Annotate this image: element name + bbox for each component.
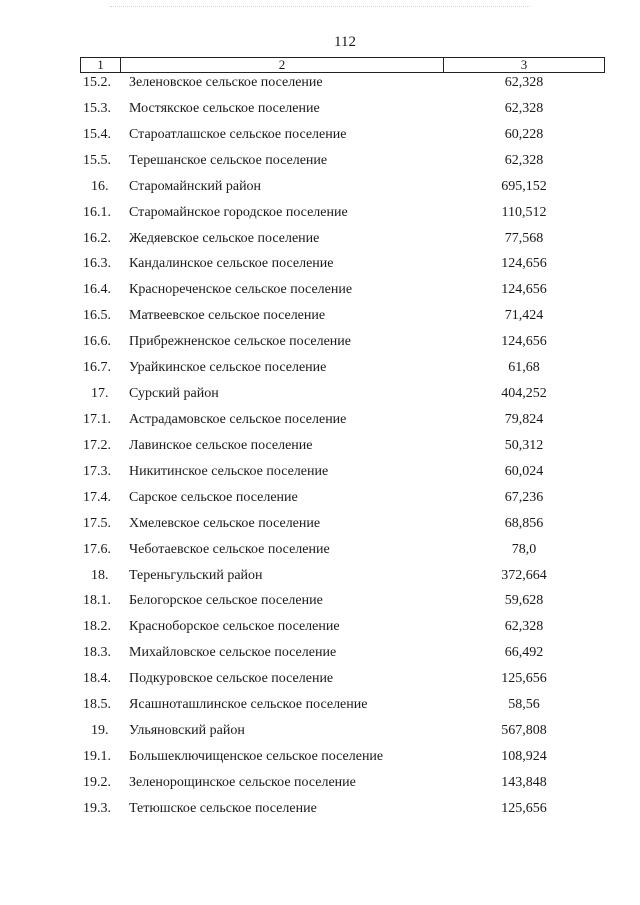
row-number: 19.3.	[83, 800, 111, 816]
settlement-row	[0, 230, 640, 256]
row-number: 15.2.	[83, 75, 111, 90]
row-value: 404,252	[501, 386, 547, 402]
row-number: 18.2.	[83, 619, 111, 635]
settlement-row	[0, 126, 640, 152]
row-value: 61,68	[508, 360, 540, 376]
row-value: 66,492	[504, 645, 544, 661]
district-row	[0, 178, 640, 204]
settlement-row	[0, 74, 640, 100]
row-name: Тетюшское сельское поселение	[129, 800, 317, 816]
row-value: 60,024	[504, 463, 544, 479]
row-name: Прибрежненское сельское поселение	[129, 334, 351, 350]
scan-artifact	[110, 6, 530, 9]
settlement-row	[0, 515, 640, 541]
row-name: Михайловское сельское поселение	[129, 645, 337, 661]
row-name: Терешанское сельское поселение	[129, 152, 328, 168]
row-number: 18.4.	[83, 671, 111, 687]
row-number: 18.3.	[83, 645, 111, 661]
row-number: 17.5.	[83, 515, 111, 531]
row-value: 68,856	[504, 515, 544, 531]
settlement-row	[0, 307, 640, 333]
district-row	[0, 567, 640, 593]
district-row	[0, 722, 640, 748]
row-number: 19.1.	[83, 748, 111, 764]
settlement-row	[0, 100, 640, 126]
row-name: Зеленорощинское сельское поселение	[129, 774, 356, 790]
row-value: 62,328	[504, 75, 544, 90]
district-row	[0, 385, 640, 411]
row-name: Большеключищенское сельское поселение	[129, 748, 384, 764]
row-number: 17.2.	[83, 437, 111, 453]
page-number: 112	[334, 34, 356, 50]
row-name: Подкуровское сельское поселение	[129, 671, 334, 687]
row-number: 16.4.	[83, 282, 111, 298]
settlement-row	[0, 774, 640, 800]
row-number: 19.	[91, 723, 109, 739]
row-number: 18.1.	[83, 593, 111, 609]
settlement-row	[0, 411, 640, 437]
settlement-row	[0, 152, 640, 178]
column-header-2: 2	[121, 58, 444, 73]
row-number: 16.5.	[83, 308, 111, 324]
row-value: 124,656	[501, 334, 547, 350]
row-number: 18.	[91, 567, 109, 583]
settlement-row	[0, 359, 640, 385]
row-value: 62,328	[504, 152, 544, 168]
settlement-row	[0, 204, 640, 230]
table-body	[0, 74, 640, 826]
settlement-row	[0, 463, 640, 489]
row-value: 62,328	[504, 100, 544, 116]
row-value: 695,152	[501, 178, 547, 194]
table-header	[80, 57, 605, 73]
settlement-row	[0, 437, 640, 463]
row-name: Ульяновский район	[129, 723, 245, 739]
settlement-row	[0, 748, 640, 774]
row-name: Жедяевское сельское поселение	[129, 230, 320, 246]
row-name: Зеленовское сельское поселение	[129, 75, 323, 90]
settlement-row	[0, 696, 640, 722]
row-number: 19.2.	[83, 774, 111, 790]
row-number: 17.1.	[83, 411, 111, 427]
row-name: Сурский район	[129, 386, 219, 402]
row-number: 15.4.	[83, 126, 111, 142]
row-value: 372,664	[501, 567, 547, 583]
row-value: 567,808	[501, 723, 547, 739]
row-value: 124,656	[501, 282, 547, 298]
row-name: Чеботаевское сельское поселение	[129, 541, 330, 557]
row-name: Тереньгульский район	[129, 567, 263, 583]
row-value: 60,228	[504, 126, 544, 142]
row-name: Белогорское сельское поселение	[129, 593, 323, 609]
row-value: 108,924	[501, 748, 547, 764]
row-name: Мостякское сельское поселение	[129, 100, 320, 116]
row-value: 143,848	[501, 774, 547, 790]
row-number: 18.5.	[83, 697, 111, 713]
row-number: 17.	[91, 386, 109, 402]
settlement-row	[0, 592, 640, 618]
row-value: 79,824	[504, 411, 544, 427]
row-value: 71,424	[504, 308, 544, 324]
row-number: 16.3.	[83, 256, 111, 272]
row-number: 16.	[91, 178, 109, 194]
row-value: 50,312	[504, 437, 544, 453]
row-number: 16.6.	[83, 334, 111, 350]
row-name: Старомайнское городское поселение	[129, 204, 348, 220]
row-value: 58,56	[508, 697, 540, 713]
row-name: Староатлашское сельское поселение	[129, 126, 347, 142]
row-number: 17.3.	[83, 463, 111, 479]
row-value: 124,656	[501, 256, 547, 272]
row-name: Никитинское сельское поселение	[129, 463, 329, 479]
settlement-row	[0, 618, 640, 644]
settlement-row	[0, 800, 640, 826]
settlement-row	[0, 255, 640, 281]
row-number: 15.5.	[83, 152, 111, 168]
row-value: 59,628	[504, 593, 544, 609]
row-number: 17.6.	[83, 541, 111, 557]
row-value: 110,512	[501, 204, 547, 220]
column-header-1: 1	[81, 58, 121, 73]
row-value: 125,656	[501, 671, 547, 687]
row-value: 78,0	[511, 541, 537, 557]
row-name: Астрадамовское сельское поселение	[129, 411, 347, 427]
row-value: 62,328	[504, 619, 544, 635]
settlement-row	[0, 644, 640, 670]
column-header-3: 3	[444, 58, 605, 73]
row-value: 125,656	[501, 800, 547, 816]
settlement-row	[0, 333, 640, 359]
row-name: Ясашноташлинское сельское поселение	[129, 697, 368, 713]
row-number: 16.1.	[83, 204, 111, 220]
row-name: Лавинское сельское поселение	[129, 437, 313, 453]
settlement-row	[0, 489, 640, 515]
row-name: Старомайнский район	[129, 178, 262, 194]
row-name: Кандалинское сельское поселение	[129, 256, 334, 272]
row-number: 16.2.	[83, 230, 111, 246]
settlement-row	[0, 670, 640, 696]
settlement-row	[0, 541, 640, 567]
row-name: Урайкинское сельское поселение	[129, 360, 327, 376]
table-header-row	[81, 58, 605, 73]
row-number: 15.3.	[83, 100, 111, 116]
row-name: Сарское сельское поселение	[129, 489, 298, 505]
row-number: 16.7.	[83, 360, 111, 376]
row-name: Красноборское сельское поселение	[129, 619, 340, 635]
row-name: Матвеевское сельское поселение	[129, 308, 326, 324]
row-value: 67,236	[504, 489, 544, 505]
row-value: 77,568	[504, 230, 544, 246]
row-number: 17.4.	[83, 489, 111, 505]
row-name: Хмелевское сельское поселение	[129, 515, 321, 531]
row-name: Краснореченское сельское поселение	[129, 282, 353, 298]
settlement-row	[0, 281, 640, 307]
